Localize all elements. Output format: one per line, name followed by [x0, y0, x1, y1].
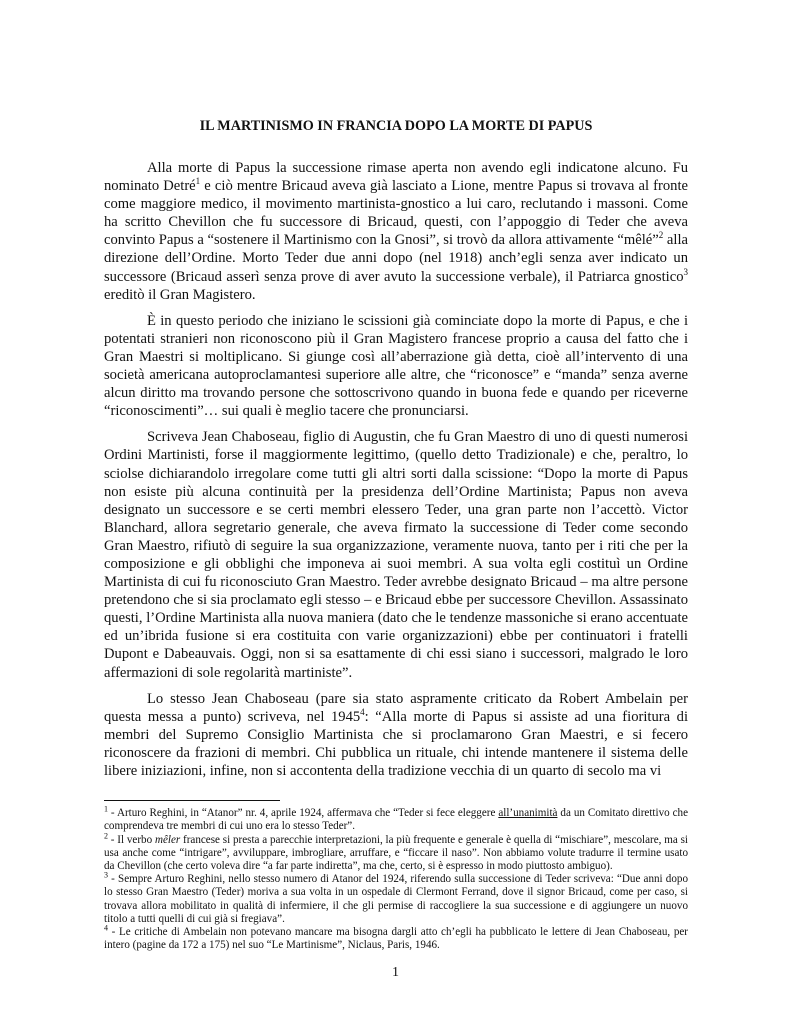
- footnote-number: 4: [104, 923, 108, 933]
- footnote-2-emphasis: mêler: [154, 833, 181, 846]
- document-title: IL MARTINISMO IN FRANCIA DOPO LA MORTE DI PAPUS: [199, 118, 593, 134]
- footnote-4-text: - Le critiche di Ambelain non potevano mancare ma bisogna dargli atto ch’egli ha pubblicato le lettere di Jean Chaboseau, per intero (pagine da 172 a 175) nel suo “Le Martinisme”, Niclaus, Paris, 1946.: [104, 925, 688, 952]
- paragraph-4: [104, 690, 688, 780]
- footnote-2: [104, 830, 688, 874]
- footnote-1-underlined: all’unanimità: [498, 807, 558, 820]
- document-page: [104, 118, 688, 952]
- footnote-ref-2: 2: [658, 230, 664, 241]
- paragraph-4-text-b: : “Alla morte di Papus si assiste ad una fioritura di membri del Supremo Consiglio Martinista che si proclamarono Gran Maestri, e si fecero riconoscere da frazioni di membri. Chi pubblica un rituale, chi intende mantenere il sistema delle libere iniziazioni, infine, non si accontenta della tradizione vecchia di un quarto di secolo ma vi: [104, 708, 689, 779]
- footnote-1: [104, 804, 688, 833]
- footnote-1-text-a: - Arturo Reghini, in “Atanor” nr. 4, aprile 1924, affermava che “Teder si fece eleggere: [108, 807, 499, 820]
- footnote-ref-3: 3: [683, 266, 688, 277]
- page-number: 1: [392, 965, 399, 980]
- footnote-number: 1: [104, 804, 108, 814]
- paragraph-1-text-d: ereditò il Gran Magistero.: [104, 286, 256, 303]
- footnote-2-text-b: francese si presta a parecchie interpretazioni, la più frequente e generale è quella di “mischiare”, mescolare, ma si usa anche come “intrigare”, avviluppare, imbrogliare, arruffare, e “ficcare il naso”. Non abbiamo volute tradurre il termine usato da Chevillon (che certo voleva dire “a far parte indiretta”, ma che, certo, si è espresso in modo piuttosto ambiguo).: [104, 833, 688, 872]
- footnote-number: 2: [104, 830, 108, 840]
- footnote-4: [104, 923, 688, 952]
- footnote-1-text-b: da un Comitato direttivo che comprendeva tre membri di cui uno era lo stesso Teder”.: [104, 807, 688, 833]
- paragraph-1: [104, 159, 688, 304]
- footnote-number: 3: [104, 870, 108, 880]
- footnote-ref-4: 4: [360, 706, 365, 717]
- paragraph-4-text-a: Lo stesso Jean Chaboseau (pare sia stato aspramente criticato da Robert Ambelain per questa messa a punto) scriveva, nel 1945: [104, 690, 688, 725]
- paragraph-1-text-a: Alla morte di Papus la successione rimase aperta non avendo egli indicatone alcuno. Fu nominato Detré: [104, 160, 688, 195]
- footnote-separator: [104, 800, 280, 801]
- paragraph-2: È in questo periodo che iniziano le scissioni già cominciate dopo la morte di Papus, e che i potentati stranieri non riconoscono più il Gran Magistero francese proprio a causa del fatto che i Gran Maestri si moltiplicano. Si giunge così all’aberrazione già detta, cioè all’intervento di una società americana autoproclamantesi superiore alle altre, che “riconosce” e “manda” senza averne alcun diritto ma trovando persone che sottoscrivono quando in buona fede e quando per riceverne “riconoscimenti”… sui quali è meglio tacere che pronunciarsi.: [104, 312, 688, 420]
- footnote-2-text-a: - Il verbo: [108, 833, 155, 846]
- footnote-3-text: - Sempre Arturo Reghini, nello stesso numero di Atanor del 1924, riferendo sulla successione di Teder scriveva: “Due anni dopo lo stesso Gran Maestro (Teder) moriva a sua volta in un ospedale di Clermont Ferrand, dove il signor Bricaud, come per caso, si trovava allora mobilitato in qualità di infermiere, il che gli permise di raccogliere la sua successione e di aggiungere un nuovo titolo a tutti quelli di cui già si fregiava”.: [104, 873, 688, 925]
- footnote-ref-1: 1: [195, 176, 201, 187]
- footnote-3: [104, 870, 688, 926]
- paragraph-1-text-c: alla direzione dell’Ordine. Morto Teder due anni dopo (nel 1918) anch’egli senza aver indicato un successore (Bricaud asserì senza prove di aver avuto la successione verbale), il Patriarca gnostico: [104, 232, 688, 285]
- paragraph-1-text-b: e ciò mentre Bricaud aveva già lasciato a Lione, mentre Papus si trovava al fronte come maggiore medico, il movimento martinista-gnostico a lui caro, reclutando i massoni. Come ha scritto Chevillon che fu successore di Bricaud, questi, con l’appoggio di Teder che aveva convinto Papus a “sostenere il Martinismo con la Gnosi”, si trovò da allora attivamente “mêlé”: [104, 178, 688, 249]
- paragraph-3: Scriveva Jean Chaboseau, figlio di Augustin, che fu Gran Maestro di uno di questi numerosi Ordini Martinisti, forse il maggiormente legittimo, (quello detto Tradizionale) e che, peraltro, lo sciolse dichiarandolo irregolare come tutti gli altri sorti dalla scissione: “Dopo la morte di Papus non esiste più alcuna continuità per la presidenza dell’Ordine Martinista; Papus non aveva designato un successore e se certi membri elessero Teder, una gran parte non l’accettò. Victor Blanchard, allora segretario generale, che aveva firmato la successione di Teder come secondo Gran Maestro, rifiutò di seguire la sua organizzazione, veramente nuova, tanto per i riti che per la composizione e gli obblighi che imponeva ai suoi membri. A sua volta egli costituì un Ordine Martinista di cui fu riconosciuto Gran Maestro. Teder avrebbe designato Bricaud – ma altre persone pretendono che si sia proclamato egli stesso – e Bricaud ebbe per successore Chevillon. Assassinato questi, l’Ordine Martinista alla nuova maniera (dato che le tendenze massoniche si erano accentuate ed un’ibrida fusione si era costituita con varie organizzazioni) ebbe per continuatori i fratelli Dupont e Dabeauvais. Oggi, non si sa esattamente di chi essi siano i successori, malgrado le loro affermazioni di sole regolarità martiniste”.: [104, 429, 688, 681]
